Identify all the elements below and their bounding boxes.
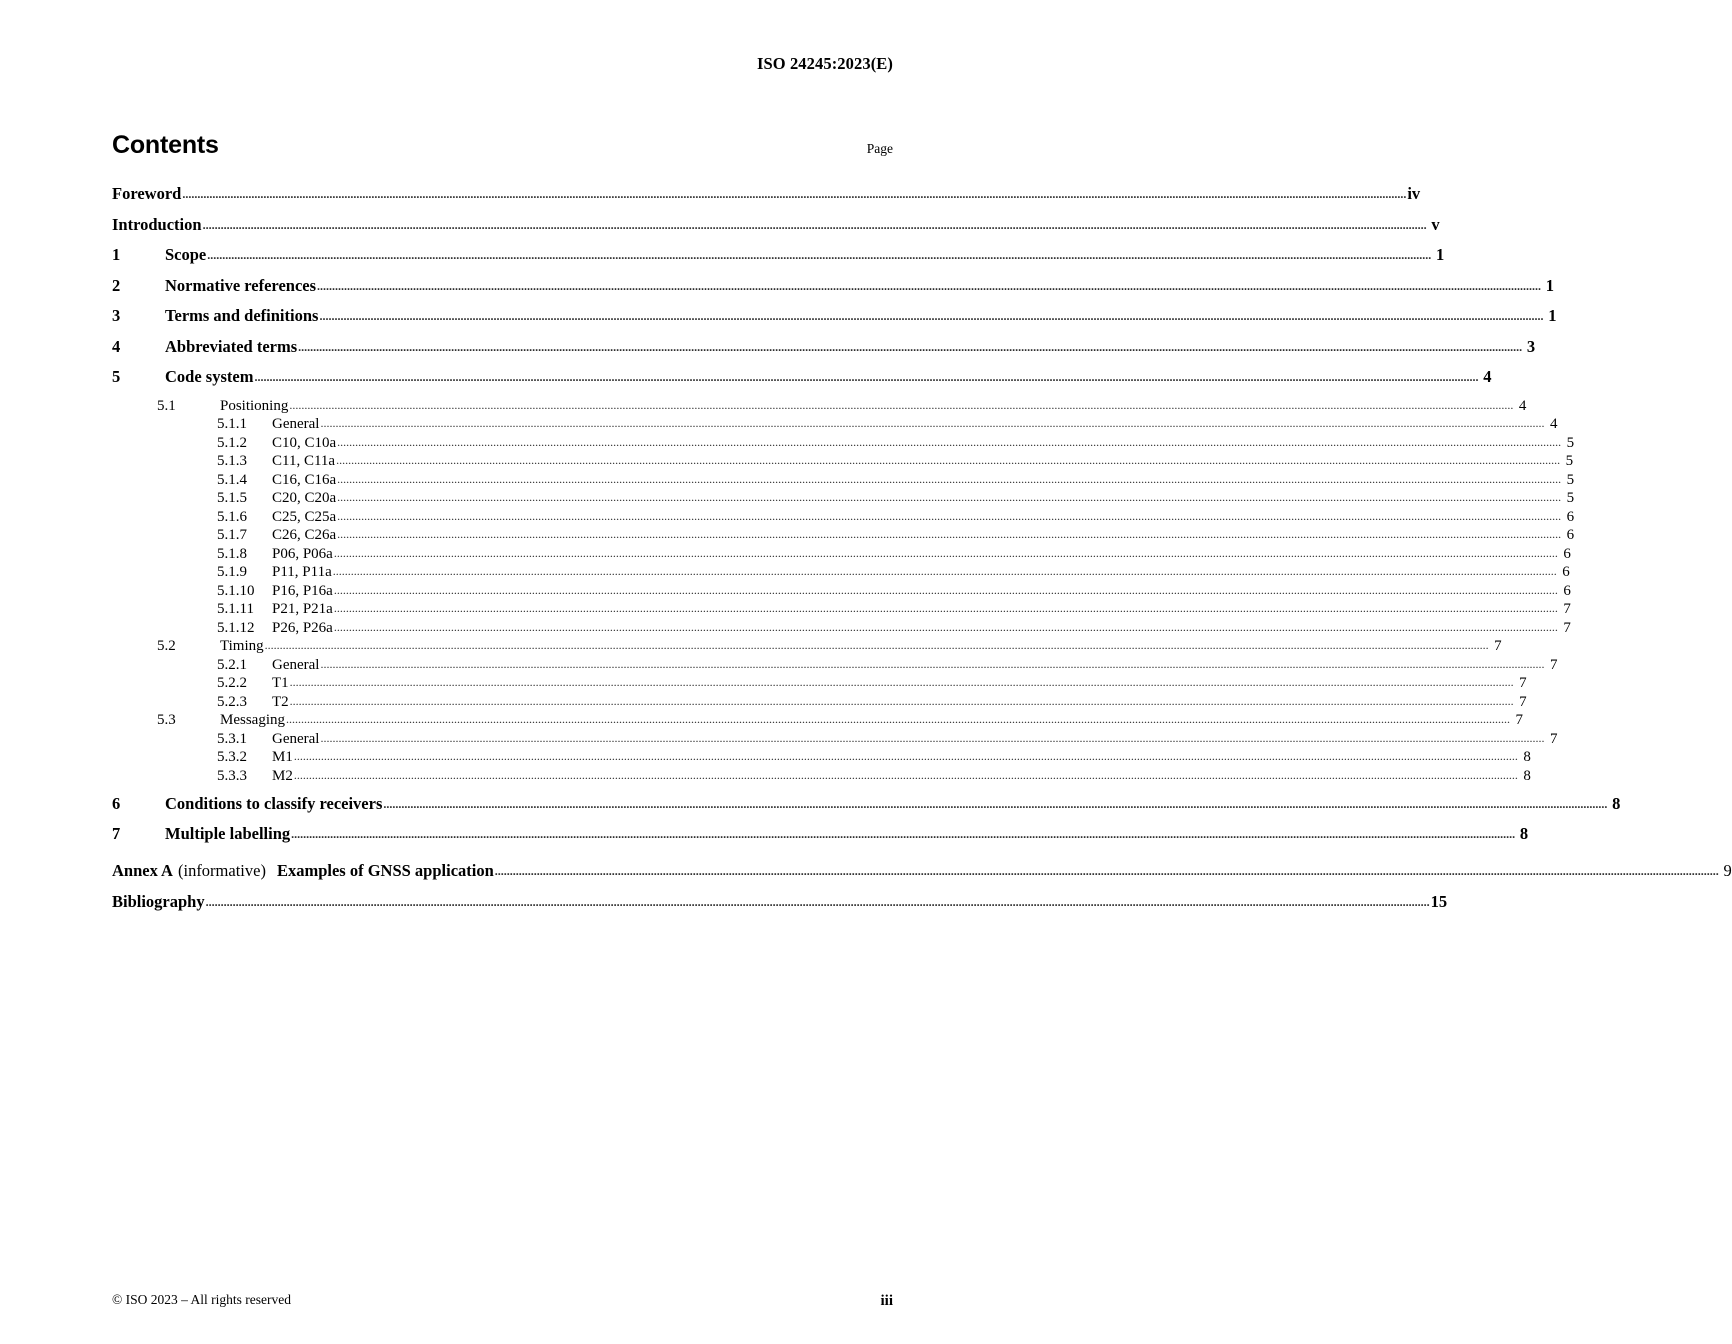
toc-page: 7 (1563, 601, 1571, 617)
toc-label: Abbreviated terms (165, 336, 298, 356)
toc-label: C25, C25a (272, 508, 337, 525)
toc-label: Messaging (220, 712, 285, 728)
toc-label: General (272, 730, 320, 747)
toc-label: Positioning (220, 397, 289, 414)
toc-label: C10, C10a (272, 434, 337, 451)
dot-leader (290, 676, 1514, 688)
toc-number: 5.3.3 (217, 767, 247, 784)
dot-leader (333, 565, 1557, 577)
toc-entry-clause-2[interactable] (112, 275, 1555, 296)
toc-entry-5-1-1[interactable] (112, 416, 1558, 433)
toc-number: 5.1 (157, 397, 176, 414)
toc-label: T2 (272, 693, 289, 710)
toc-label: C26, C26a (272, 527, 337, 543)
toc-page: 6 (1566, 527, 1575, 543)
toc-label: Bibliography (112, 891, 205, 911)
toc-page: 7 (1519, 675, 1527, 691)
toc-number: 2 (112, 275, 121, 295)
toc-label: Introduction (112, 214, 202, 234)
toc-number: 5.1.8 (217, 545, 247, 562)
contents-heading-row (112, 131, 893, 160)
toc-label: C20, C20a (272, 490, 337, 506)
toc-page: 7 (1519, 693, 1527, 710)
toc-entry-5-3[interactable] (112, 712, 1523, 729)
dot-leader (254, 371, 1478, 383)
dot-leader (337, 436, 1561, 448)
table-of-contents (112, 184, 1732, 922)
toc-number: 5.1.6 (217, 508, 247, 525)
toc-entry-5-3-2[interactable] (112, 749, 1531, 766)
toc-entry-5-1-9[interactable] (112, 564, 1570, 581)
dot-leader (290, 695, 1514, 707)
dot-leader (317, 280, 1541, 292)
toc-number: 5.1.9 (217, 564, 247, 580)
toc-label: Multiple labelling (165, 824, 291, 843)
toc-number: 7 (112, 824, 121, 843)
toc-number: 5.1.4 (217, 471, 247, 488)
toc-entry-clause-4[interactable] (112, 336, 1536, 357)
toc-number: 5.2.2 (217, 675, 247, 691)
toc-label: T1 (272, 675, 289, 691)
toc-label: Normative references (165, 275, 317, 295)
toc-number: 5.3 (157, 712, 176, 728)
page-column-label: Page (866, 141, 893, 156)
toc-entry-clause-1[interactable] (112, 245, 1445, 265)
toc-entry-5-2-3[interactable] (112, 693, 1527, 711)
toc-page: 7 (1549, 656, 1558, 673)
toc-page: 1 (1436, 245, 1445, 264)
toc-number: 5.3.2 (217, 749, 247, 765)
toc-entry-clause-5[interactable] (112, 367, 1492, 387)
toc-entry-clause-7[interactable] (112, 824, 1529, 844)
toc-page: iv (1407, 184, 1421, 203)
toc-label: Conditions to classify receivers (165, 793, 383, 813)
toc-number: 5 (112, 367, 121, 386)
toc-page: 5 (1566, 471, 1575, 488)
toc-number: 1 (112, 245, 121, 264)
dot-leader (291, 828, 1515, 840)
toc-page: 3 (1526, 336, 1536, 356)
toc-number: 5.2 (157, 638, 176, 654)
toc-entry-5-1-7[interactable] (112, 527, 1575, 544)
toc-entry-5-1-2[interactable] (112, 434, 1575, 452)
toc-entry-5-1-11[interactable] (112, 601, 1571, 618)
dot-leader (320, 417, 1544, 429)
toc-entry-5-1-3[interactable] (112, 453, 1574, 470)
dot-leader (383, 798, 1607, 810)
dot-leader (298, 341, 1522, 353)
toc-entry-clause-3[interactable] (112, 306, 1557, 326)
footer-page-number: iii (880, 1293, 893, 1309)
toc-label: Foreword (112, 184, 182, 203)
toc-entry-bibliography[interactable] (112, 891, 1448, 912)
toc-entry-5-1-8[interactable] (112, 545, 1571, 563)
toc-label: General (272, 656, 320, 673)
toc-number: 5.1.7 (217, 527, 247, 543)
dot-leader (337, 510, 1561, 522)
toc-label: Scope (165, 245, 207, 264)
toc-number: 5.1.1 (217, 416, 247, 432)
toc-label: M2 (272, 767, 293, 784)
toc-label: P26, P26a (272, 619, 333, 636)
dot-leader (206, 896, 1430, 908)
dot-leader (289, 399, 1513, 411)
toc-annex-number: Annex A (112, 861, 173, 880)
toc-label: P06, P06a (272, 545, 333, 562)
dot-leader (334, 602, 1558, 614)
dot-leader (286, 713, 1510, 725)
page-title: Contents (112, 131, 219, 159)
toc-page: 5 (1566, 490, 1575, 506)
dot-leader (320, 732, 1544, 744)
toc-page: 9 (1723, 861, 1732, 880)
footer-copyright: © ISO 2023 – All rights reserved (112, 1292, 291, 1307)
toc-entry-5-3-3[interactable] (112, 767, 1531, 785)
toc-page: 7 (1515, 712, 1523, 728)
toc-annex-title: Examples of GNSS application (276, 861, 494, 880)
dot-leader (207, 249, 1431, 261)
toc-number: 5.1.10 (217, 582, 255, 599)
toc-page: 6 (1562, 564, 1570, 580)
document-reference-header: ISO 24245:2023(E) (757, 54, 893, 73)
toc-entry-5-1-6[interactable] (112, 508, 1575, 526)
toc-page: 8 (1612, 793, 1621, 813)
toc-entry-5-2[interactable] (112, 638, 1502, 655)
dot-leader (334, 547, 1558, 559)
toc-number: 5.1.5 (217, 490, 247, 506)
dot-leader (319, 310, 1543, 322)
toc-entry-5-1[interactable] (112, 397, 1527, 415)
dot-leader (294, 769, 1518, 781)
toc-page: 6 (1566, 508, 1575, 525)
dot-leader (334, 621, 1558, 633)
toc-number: 4 (112, 336, 121, 356)
toc-page: 4 (1549, 416, 1558, 432)
toc-label: General (272, 416, 320, 432)
toc-page: 1 (1545, 275, 1555, 295)
dot-leader (495, 865, 1719, 877)
toc-entry-introduction[interactable] (112, 214, 1440, 235)
toc-label: P16, P16a (272, 582, 333, 599)
toc-annex-informative: (informative) (177, 861, 266, 880)
toc-number: 5.2.3 (217, 693, 247, 710)
toc-number: 5.1.2 (217, 434, 247, 451)
toc-page: v (1431, 214, 1440, 234)
toc-label: Terms and definitions (165, 306, 319, 325)
dot-leader (182, 188, 1406, 200)
toc-entry-5-1-4[interactable] (112, 471, 1575, 489)
dot-leader (334, 584, 1558, 596)
toc-label: C16, C16a (272, 471, 337, 488)
toc-page: 8 (1519, 824, 1529, 843)
toc-label: C11, C11a (272, 453, 336, 469)
toc-entry-5-2-2[interactable] (112, 675, 1527, 692)
toc-page: 15 (1430, 891, 1448, 911)
toc-entry-annex-a[interactable] (112, 861, 1732, 881)
toc-page: 8 (1523, 767, 1531, 784)
toc-entry-5-1-10[interactable] (112, 582, 1571, 600)
toc-number: 5.3.1 (217, 730, 247, 747)
toc-entry-5-3-1[interactable] (112, 730, 1558, 748)
toc-entry-5-1-12[interactable] (112, 619, 1571, 637)
toc-entry-foreword[interactable] (112, 184, 1421, 204)
dot-leader (337, 473, 1561, 485)
dot-leader (336, 454, 1560, 466)
dot-leader (265, 639, 1489, 651)
toc-label: Timing (220, 638, 264, 654)
toc-page: 7 (1494, 638, 1502, 654)
toc-page: 5 (1566, 434, 1575, 451)
toc-number: 5.1.3 (217, 453, 247, 469)
toc-label: P21, P21a (272, 601, 333, 617)
dot-leader (294, 750, 1518, 762)
dot-leader (320, 658, 1544, 670)
toc-page: 6 (1563, 582, 1571, 599)
dot-leader (337, 491, 1561, 503)
toc-page: 5 (1565, 453, 1574, 469)
toc-number: 5.1.11 (217, 601, 254, 617)
toc-page: 8 (1523, 749, 1531, 765)
toc-page: 7 (1563, 619, 1571, 636)
toc-number: 6 (112, 793, 121, 813)
toc-page: 4 (1518, 397, 1527, 414)
toc-label: P11, P11a (272, 564, 332, 580)
toc-number: 5.1.12 (217, 619, 255, 636)
toc-number: 5.2.1 (217, 656, 247, 673)
toc-label: Code system (165, 367, 254, 386)
dot-leader (337, 528, 1561, 540)
toc-page: 6 (1563, 545, 1571, 562)
toc-label: M1 (272, 749, 293, 765)
dot-leader (203, 219, 1427, 231)
toc-entry-clause-6[interactable] (112, 793, 1621, 814)
toc-page: 1 (1548, 306, 1557, 325)
toc-number: 3 (112, 306, 121, 325)
toc-entry-5-1-5[interactable] (112, 490, 1575, 507)
toc-entry-5-2-1[interactable] (112, 656, 1558, 674)
toc-page: 7 (1549, 730, 1558, 747)
toc-page: 4 (1483, 367, 1492, 386)
